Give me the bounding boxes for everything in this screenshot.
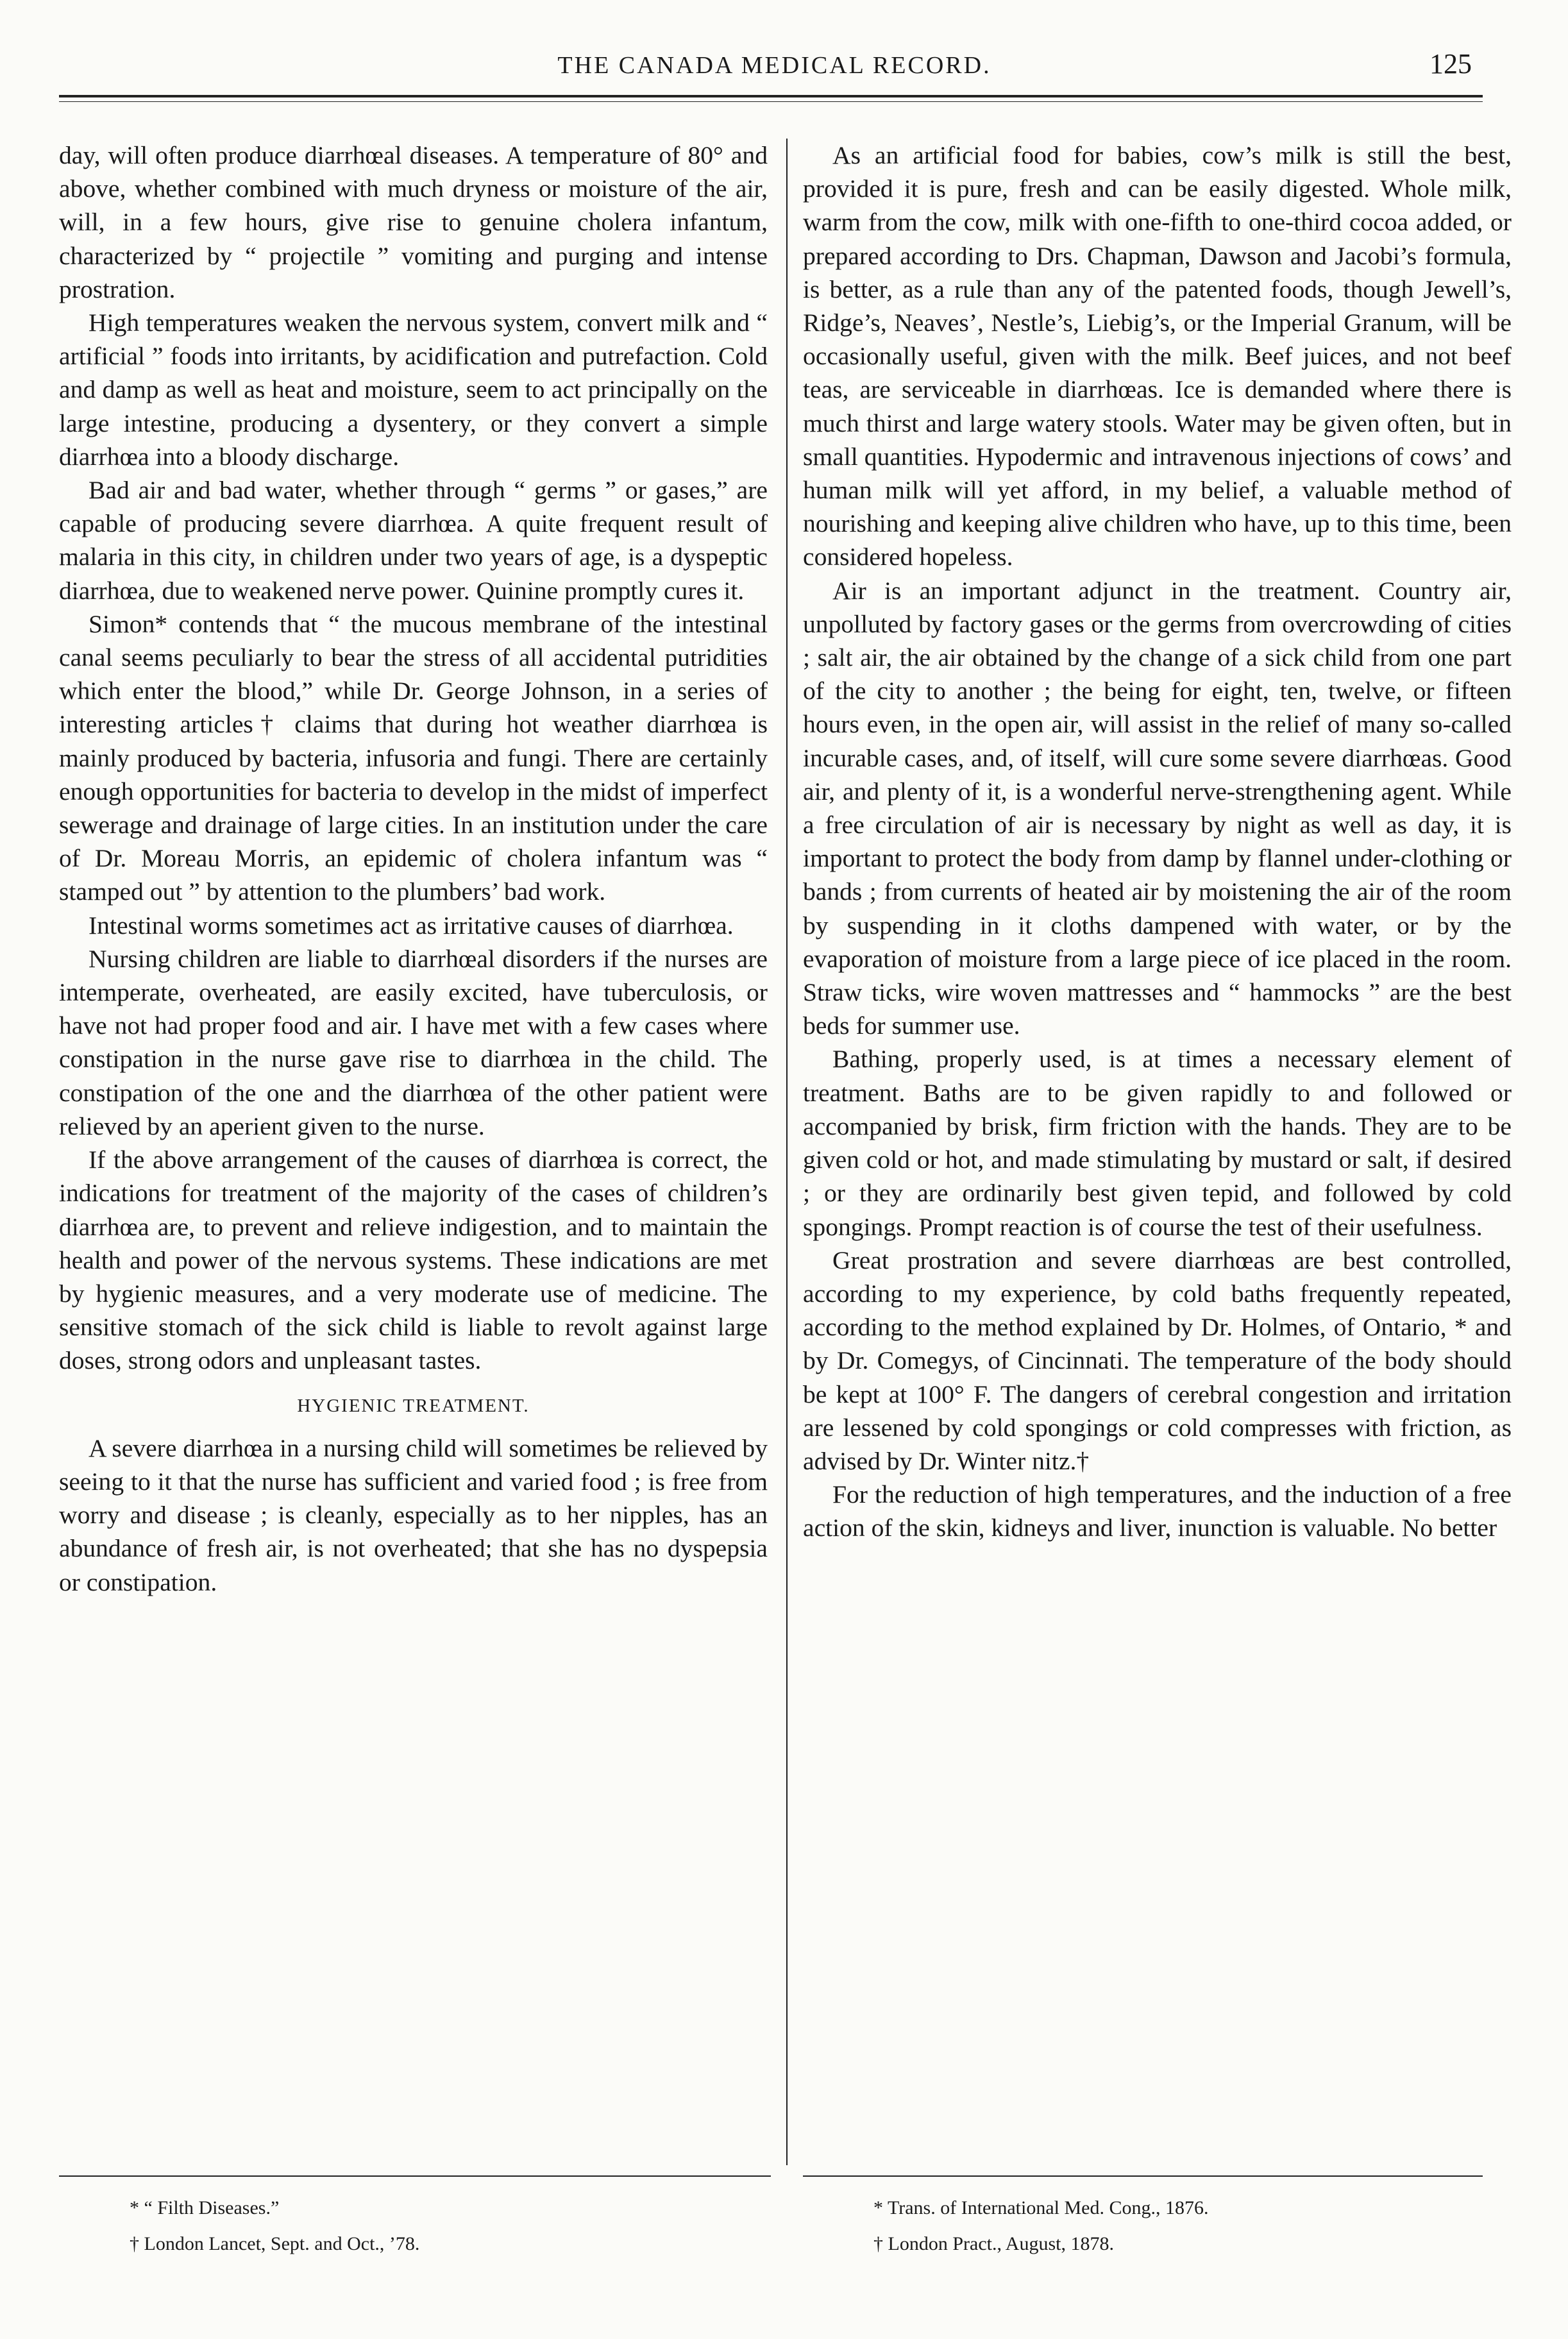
paragraph: As an artificial food for babies, cow’s milk is still the best, provided it is pure, fresh and can be easily digested. Whole milk, warm from the cow, milk with one-fifth to one-third cocoa added, or prepared according to Drs. Chapman, Dawson and Jacobi’s formula, is better, as a rule than any of the patented foods, though Jewell’s, Ridge’s, Neaves’, Nestle’s, Liebig’s, or the Imperial Granum, will be occasionally useful, given with the milk. Beef juices, and not beef teas, are serviceable in diarrhœas. Ice is demanded where there is much thirst and large watery stools. Water may be given often, but in small quantities. Hypodermic and intravenous injections of cows’ and human milk will yet afford, in my belief, a valuable method of nourishing and keeping alive children who have, up to this time, been considered hopeless. <box>803 141 1512 571</box>
footnote: * “ Filth Diseases.” <box>130 2197 280 2218</box>
paragraph: Air is an important adjunct in the treatment. Country air, unpolluted by factory gases or the germs from overcrowding of cities ; salt air, the air obtained by the change of a sick child from one part of the city to another ; the being for eight, ten, twelve, or fifteen hours even, in the open air, will assist in the relief of many so-called incurable cases, and, of itself, will cure some severe diarrhœas. Good air, and plenty of it, is a wonderful nerve-strengthening agent. While a free circulation of air is necessary by night as well as day, it is important to protect the body from damp by flannel under-clothing or bands ; from currents of heated air by moistening the air of the room by suspending in it cloths dampened with water, or by the evaporation of moisture from a large piece of ice placed in the room. Straw ticks, wire woven mattresses and “ hammocks ” are the best beds for summer use. <box>803 576 1512 1040</box>
paragraph: Bathing, properly used, is at times a necessary element of treatment. Baths are to be given rapidly to and followed or accompanied by brisk, firm friction with the hands. They are to be given cold or hot, and made stimulating by mustard or salt, if desired ; or they are ordinarily best given tepid, and followed by cold spongings. Prompt reaction is of course the test of their usefulness. <box>803 1045 1512 1241</box>
footnote: † London Pract., August, 1878. <box>873 2233 1114 2254</box>
paragraph: A severe diarrhœa in a nursing child will sometimes be relieved by seeing to it that the nurse has sufficient and varied food ; is free from worry and disease ; is cleanly, especially as to her nipples, has an abundance of fresh air, is not overheated; that she has no dyspepsia or constipation. <box>59 1433 768 1596</box>
paragraph: Intestinal worms sometimes act as irritative causes of diarrhœa. <box>89 911 734 940</box>
running-header <box>77 46 1472 85</box>
paragraph: For the reduction of high temperatures, and the induction of a free action of the skin, kidneys and liver, inunction is valuable. No better <box>803 1480 1512 1542</box>
footnote: † London Lancet, Sept. and Oct., ’78. <box>130 2233 420 2254</box>
paragraph: Great prostration and severe diarrhœas are best controlled, according to my experience, by cold baths frequently repeated, according to the method explained by Dr. Holmes, of Ontario, * and by Dr. Comegys, of Cincinnati. The temperature of the body should be kept at 100° F. The dangers of cerebral congestion and irritation are lessened by cold spongings or cold compresses with friction, as advised by Dr. Winter nitz.† <box>803 1245 1512 1475</box>
footnote-rule <box>59 2175 771 2177</box>
paragraph: day, will often produce diarrhœal diseases. A temperature of 80° and above, whether combined with much dryness or moisture of the air, will, in a few hours, give rise to genuine cholera infantum, characterized by “ projectile ” vomiting and purging and intense prostration. <box>59 141 768 303</box>
footnotes-right <box>803 2190 1508 2262</box>
column-divider <box>786 139 788 2165</box>
paragraph: Nursing children are liable to diarrhœal disorders if the nurses are intemperate, overheated, are easily excited, have tuberculosis, or have not had proper food and air. I have met with a few cases where constipation in the nurse gave rise to diarrhœa in the child. The constipation of the one and the diarrhœa of the other patient were relieved by an aperient given to the nurse. <box>59 944 768 1140</box>
journal-title: THE CANADA MEDICAL RECORD. <box>557 52 991 79</box>
footnote-rule <box>803 2175 1483 2177</box>
header-rule-thin <box>59 101 1483 102</box>
paragraph: Bad air and bad water, whether through “ germs ” or gases,” are capable of producing severe diarrhœa. A quite frequent result of malaria in this city, in children under two years of age, is a dyspeptic diarrhœa, due to weakened nerve power. Quinine promptly cures it. <box>59 476 768 605</box>
page-number: 125 <box>1429 48 1472 80</box>
paragraph: Simon* contends that “ the mucous membrane of the intestinal canal seems peculiarly to bear the stress of all accidental putridities which enter the blood,” while Dr. George Johnson, in a series of interesting articles† claims that during hot weather diarrhœa is mainly produced by bacteria, infusoria and fungi. There are certainly enough opportunities for bacteria to develop in the midst of imperfect sewerage and drainage of large cities. In an institution under the care of Dr. Moreau Morris, an epidemic of cholera infantum was “ stamped out ” by attention to the plumbers’ bad work. <box>59 609 768 906</box>
header-rule <box>59 95 1483 97</box>
paragraph: High temperatures weaken the nervous system, convert milk and “ artificial ” foods into irritants, by acidification and putrefaction. Cold and damp as well as heat and moisture, seem to act principally on the large intestine, producing a dysentery, or they convert a simple diarrhœa into a bloody discharge. <box>59 308 768 471</box>
section-heading: HYGIENIC TREATMENT. <box>297 1395 530 1416</box>
paragraph: If the above arrangement of the causes of diarrhœa is correct, the indications for treatment of the majority of the cases of children’s diarrhœa are, to prevent and relieve indigestion, and to maintain the health and power of the nervous systems. These indications are met by hygienic measures, and a very moderate use of medicine. The sensitive stomach of the sick child is liable to revolt against large doses, strong odors and unpleasant tastes. <box>59 1145 768 1375</box>
left-column <box>59 139 768 1599</box>
footnotes-left <box>59 2190 764 2262</box>
footnote: * Trans. of International Med. Cong., 1876. <box>873 2197 1209 2218</box>
right-column <box>803 139 1512 1545</box>
